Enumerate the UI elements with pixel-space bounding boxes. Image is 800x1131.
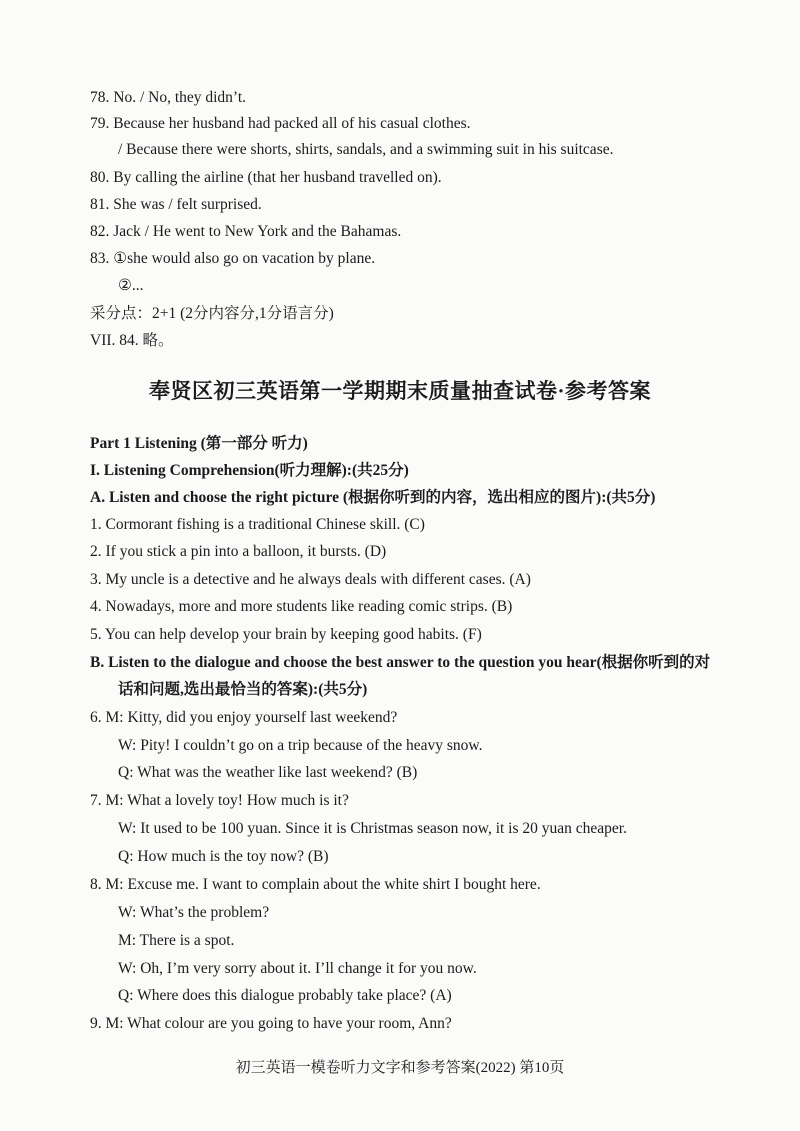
answer-78: 78. No. / No, they didn’t.: [90, 89, 246, 106]
subsection-b-heading: B. Listen to the dialogue and choose the best answer to the question you hear(根据你听到的对: [90, 654, 711, 671]
section-heading: I. Listening Comprehension(听力理解):(共25分): [90, 462, 409, 479]
item-5: 5. You can help develop your brain by keeping good habits. (F): [90, 626, 482, 643]
answer-83-part2: ②...: [118, 277, 144, 294]
item-3: 3. My uncle is a detective and he always deals with different cases. (A): [90, 571, 531, 588]
subsection-a-heading: A. Listen and choose the right picture (根据你听到的内容，选出相应的图片):(共5分): [90, 489, 656, 506]
item-2: 2. If you stick a pin into a balloon, it bursts. (D): [90, 543, 387, 560]
dialogue-9-m: 9. M: What colour are you going to have your room, Ann?: [90, 1015, 452, 1032]
dialogue-8-w1: W: What’s the problem?: [118, 904, 270, 921]
dialogue-8-q: Q: Where does this dialogue probably take place? (A): [118, 987, 452, 1004]
answer-81: 81. She was / felt surprised.: [90, 196, 262, 213]
item-1: 1. Cormorant fishing is a traditional Chinese skill. (C): [90, 516, 425, 533]
answer-79-alt: / Because there were shorts, shirts, sandals, and a swimming suit in his suitcase.: [118, 141, 614, 158]
dialogue-8-m2: M: There is a spot.: [118, 932, 235, 949]
dialogue-7-q: Q: How much is the toy now? (B): [118, 848, 329, 865]
scoring-note: 采分点：2+1 (2分内容分,1分语言分): [90, 305, 334, 322]
dialogue-6-m: 6. M: Kitty, did you enjoy yourself last weekend?: [90, 709, 398, 726]
answer-79: 79. Because her husband had packed all of his casual clothes.: [90, 115, 471, 132]
answer-82: 82. Jack / He went to New York and the Bahamas.: [90, 223, 402, 240]
dialogue-7-w: W: It used to be 100 yuan. Since it is Christmas season now, it is 20 yuan cheaper.: [118, 820, 627, 837]
answer-84: VII. 84. 略。: [90, 332, 174, 349]
part-heading: Part 1 Listening (第一部分 听力): [90, 435, 308, 452]
dialogue-7-m: 7. M: What a lovely toy! How much is it?: [90, 792, 349, 809]
item-4: 4. Nowadays, more and more students like reading comic strips. (B): [90, 598, 513, 615]
page-footer: 初三英语一模卷听力文字和参考答案(2022) 第10页: [235, 1060, 565, 1076]
answer-80: 80. By calling the airline (that her husband travelled on).: [90, 169, 442, 186]
dialogue-6-w: W: Pity! I couldn’t go on a trip because of the heavy snow.: [118, 737, 483, 754]
page-title: 奉贤区初三英语第一学期期末质量抽查试卷·参考答案: [148, 379, 651, 403]
dialogue-6-q: Q: What was the weather like last weekend? (B): [118, 764, 418, 781]
dialogue-8-w2: W: Oh, I’m very sorry about it. I’ll change it for you now.: [118, 960, 477, 977]
answer-83: 83. ①she would also go on vacation by plane.: [90, 250, 376, 267]
subsection-b-heading-cont: 话和问题,选出最恰当的答案):(共5分): [118, 681, 368, 698]
dialogue-8-m1: 8. M: Excuse me. I want to complain about the white shirt I bought here.: [90, 876, 541, 893]
